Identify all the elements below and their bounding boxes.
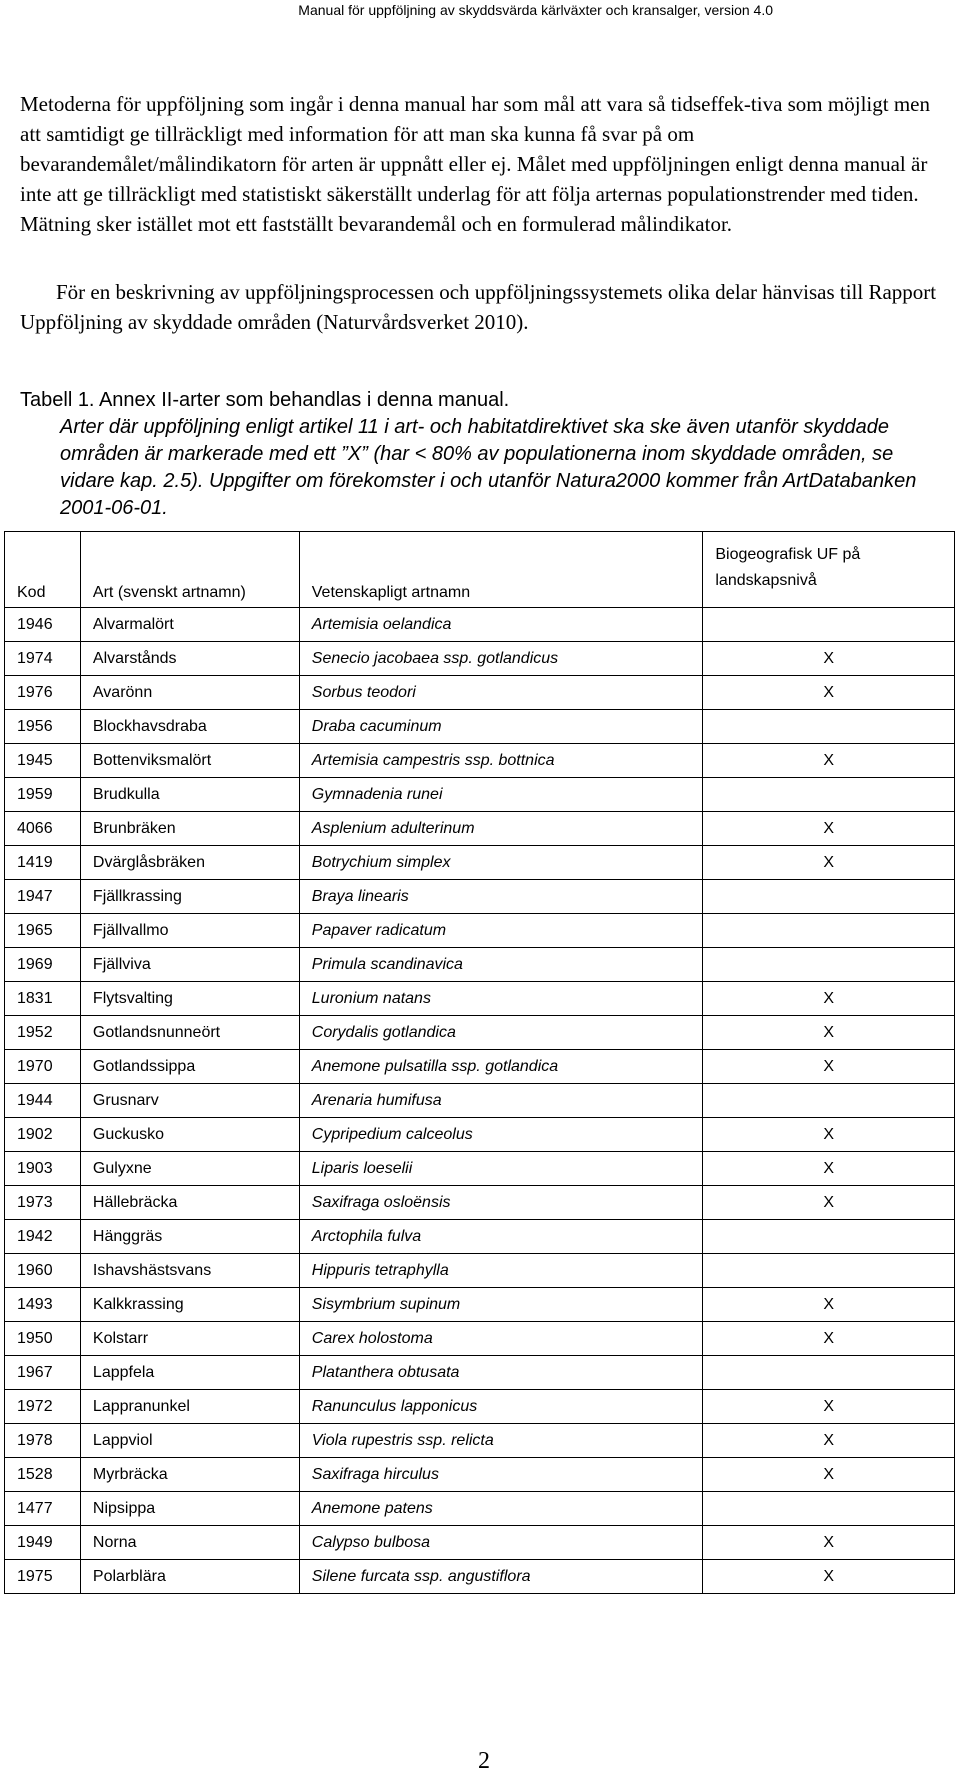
- cell-art: Gotlandssippa: [80, 1050, 299, 1084]
- cell-kod: 1967: [5, 1356, 81, 1390]
- table-caption-description: Arter där uppföljning enligt artikel 11 i art- och habitatdirektivet ska ske även utanför skyddade områden är markerade med ett ”X” (har < 80% av populationerna inom skyddade områden, se vidare kap. 2.5). Uppgifter om förekomster i och utanför Natura2000 kommer från ArtDatabanken 2001-06-01.: [60, 416, 917, 519]
- cell-biogeografisk: [703, 778, 955, 812]
- cell-art: Brudkulla: [80, 778, 299, 812]
- cell-art: Avarönn: [80, 676, 299, 710]
- table-row: [5, 1084, 955, 1118]
- cell-vetenskapligt: Carex holostoma: [299, 1322, 703, 1356]
- table-row: [5, 1424, 955, 1458]
- table-row: [5, 812, 955, 846]
- table-row: [5, 846, 955, 880]
- cell-vetenskapligt: Artemisia campestris ssp. bottnica: [299, 744, 703, 778]
- table-row: [5, 1220, 955, 1254]
- cell-biogeografisk: [703, 880, 955, 914]
- cell-kod: 1477: [5, 1492, 81, 1526]
- cell-art: Gotlandsnunneört: [80, 1016, 299, 1050]
- cell-art: Fjällviva: [80, 948, 299, 982]
- cell-vetenskapligt: Papaver radicatum: [299, 914, 703, 948]
- cell-art: Grusnarv: [80, 1084, 299, 1118]
- table-row: [5, 1254, 955, 1288]
- cell-art: Brunbräken: [80, 812, 299, 846]
- table-row: [5, 1288, 955, 1322]
- cell-vetenskapligt: Viola rupestris ssp. relicta: [299, 1424, 703, 1458]
- cell-kod: 1944: [5, 1084, 81, 1118]
- cell-biogeografisk: [703, 1356, 955, 1390]
- cell-vetenskapligt: Silene furcata ssp. angustiflora: [299, 1560, 703, 1594]
- cell-kod: 1903: [5, 1152, 81, 1186]
- table-row: [5, 676, 955, 710]
- cell-vetenskapligt: Artemisia oelandica: [299, 608, 703, 642]
- table-body: [5, 608, 955, 1594]
- cell-kod: 1419: [5, 846, 81, 880]
- cell-kod: 1947: [5, 880, 81, 914]
- cell-kod: 1960: [5, 1254, 81, 1288]
- cell-art: Fjällvallmo: [80, 914, 299, 948]
- cell-art: Gulyxne: [80, 1152, 299, 1186]
- cell-kod: 1946: [5, 608, 81, 642]
- cell-art: Hänggräs: [80, 1220, 299, 1254]
- cell-vetenskapligt: Gymnadenia runei: [299, 778, 703, 812]
- intro-paragraph: Metoderna för uppföljning som ingår i denna manual har som mål att vara så tidseffek-tiva som möjligt men att samtidigt ge tillräckligt med information för att man ska kunna få svar på om bevarandemålet/målindikatorn för arten är uppnått eller ej. Målet med uppföljningen enligt denna manual är inte att ge tillräckligt med statistiskt säkerställt underlag för att följa arternas populationstrender med tiden. Mätning sker istället mot ett fastställt bevarandemål och en formulerad målindikator.: [20, 92, 930, 236]
- table-header-row: [5, 532, 955, 608]
- cell-biogeografisk: [703, 1492, 955, 1526]
- cell-art: Bottenviksmalört: [80, 744, 299, 778]
- cell-biogeografisk: X: [703, 1016, 955, 1050]
- table-row: [5, 914, 955, 948]
- cell-biogeografisk: X: [703, 1322, 955, 1356]
- cell-kod: 1972: [5, 1390, 81, 1424]
- species-table: [4, 531, 955, 1594]
- cell-vetenskapligt: Arctophila fulva: [299, 1220, 703, 1254]
- cell-biogeografisk: X: [703, 1458, 955, 1492]
- cell-vetenskapligt: Draba cacuminum: [299, 710, 703, 744]
- table-row: [5, 1526, 955, 1560]
- cell-vetenskapligt: Saxifraga osloënsis: [299, 1186, 703, 1220]
- cell-biogeografisk: X: [703, 1186, 955, 1220]
- table-row: [5, 1016, 955, 1050]
- cell-art: Guckusko: [80, 1118, 299, 1152]
- table-row: [5, 1322, 955, 1356]
- cell-art: Alvarmalört: [80, 608, 299, 642]
- cell-biogeografisk: X: [703, 1152, 955, 1186]
- cell-kod: 1493: [5, 1288, 81, 1322]
- cell-art: Lappranunkel: [80, 1390, 299, 1424]
- cell-vetenskapligt: Hippuris tetraphylla: [299, 1254, 703, 1288]
- table-row: [5, 1560, 955, 1594]
- cell-vetenskapligt: Platanthera obtusata: [299, 1356, 703, 1390]
- cell-vetenskapligt: Luronium natans: [299, 982, 703, 1016]
- cell-biogeografisk: X: [703, 1390, 955, 1424]
- cell-vetenskapligt: Arenaria humifusa: [299, 1084, 703, 1118]
- cell-vetenskapligt: Senecio jacobaea ssp. gotlandicus: [299, 642, 703, 676]
- cell-art: Alvarstånds: [80, 642, 299, 676]
- cell-kod: 1949: [5, 1526, 81, 1560]
- cell-art: Myrbräcka: [80, 1458, 299, 1492]
- cell-art: Flytsvalting: [80, 982, 299, 1016]
- cell-art: Kolstarr: [80, 1322, 299, 1356]
- table-row: [5, 1390, 955, 1424]
- cell-kod: 1952: [5, 1016, 81, 1050]
- table-row: [5, 982, 955, 1016]
- cell-vetenskapligt: Primula scandinavica: [299, 948, 703, 982]
- cell-biogeografisk: X: [703, 642, 955, 676]
- cell-biogeografisk: X: [703, 1424, 955, 1458]
- table-row: [5, 948, 955, 982]
- reference-paragraph: För en beskrivning av uppföljningsprocessen och uppföljningssystemets olika delar hänvisas till Rapport Uppföljning av skyddade områden (Naturvårdsverket 2010).: [20, 280, 937, 334]
- cell-kod: 4066: [5, 812, 81, 846]
- cell-biogeografisk: [703, 1220, 955, 1254]
- cell-vetenskapligt: Anemone patens: [299, 1492, 703, 1526]
- cell-biogeografisk: [703, 1254, 955, 1288]
- table-row: [5, 608, 955, 642]
- cell-vetenskapligt: Sisymbrium supinum: [299, 1288, 703, 1322]
- cell-kod: 1959: [5, 778, 81, 812]
- cell-vetenskapligt: Corydalis gotlandica: [299, 1016, 703, 1050]
- cell-biogeografisk: [703, 608, 955, 642]
- cell-kod: 1978: [5, 1424, 81, 1458]
- cell-vetenskapligt: Botrychium simplex: [299, 846, 703, 880]
- table-row: [5, 880, 955, 914]
- cell-kod: 1942: [5, 1220, 81, 1254]
- table-row: [5, 1186, 955, 1220]
- cell-kod: 1969: [5, 948, 81, 982]
- cell-biogeografisk: [703, 710, 955, 744]
- cell-vetenskapligt: Calypso bulbosa: [299, 1526, 703, 1560]
- table-row: [5, 1458, 955, 1492]
- table-row: [5, 710, 955, 744]
- cell-art: Fjällkrassing: [80, 880, 299, 914]
- cell-vetenskapligt: Ranunculus lapponicus: [299, 1390, 703, 1424]
- cell-biogeografisk: X: [703, 1526, 955, 1560]
- cell-biogeografisk: X: [703, 1118, 955, 1152]
- cell-biogeografisk: X: [703, 1288, 955, 1322]
- cell-art: Polarblära: [80, 1560, 299, 1594]
- cell-art: Lappviol: [80, 1424, 299, 1458]
- cell-vetenskapligt: Liparis loeselii: [299, 1152, 703, 1186]
- cell-kod: 1950: [5, 1322, 81, 1356]
- header-kod: Kod: [5, 532, 81, 608]
- table-row: [5, 642, 955, 676]
- cell-biogeografisk: X: [703, 744, 955, 778]
- cell-vetenskapligt: Braya linearis: [299, 880, 703, 914]
- cell-vetenskapligt: Anemone pulsatilla ssp. gotlandica: [299, 1050, 703, 1084]
- cell-art: Lappfela: [80, 1356, 299, 1390]
- header-vetenskapligt: Vetenskapligt artnamn: [299, 532, 703, 608]
- cell-kod: 1831: [5, 982, 81, 1016]
- cell-kod: 1975: [5, 1560, 81, 1594]
- cell-art: Nipsippa: [80, 1492, 299, 1526]
- cell-kod: 1970: [5, 1050, 81, 1084]
- cell-biogeografisk: X: [703, 812, 955, 846]
- cell-vetenskapligt: Asplenium adulterinum: [299, 812, 703, 846]
- cell-art: Blockhavsdraba: [80, 710, 299, 744]
- table-row: [5, 1050, 955, 1084]
- cell-biogeografisk: X: [703, 846, 955, 880]
- table-row: [5, 1152, 955, 1186]
- running-header: Manual för uppföljning av skyddsvärda kärlväxter och kransalger, version 4.0: [298, 2, 773, 18]
- cell-kod: 1974: [5, 642, 81, 676]
- header-art: Art (svenskt artnamn): [80, 532, 299, 608]
- cell-vetenskapligt: Saxifraga hirculus: [299, 1458, 703, 1492]
- table-row: [5, 744, 955, 778]
- cell-kod: 1976: [5, 676, 81, 710]
- cell-biogeografisk: X: [703, 982, 955, 1016]
- cell-vetenskapligt: Cypripedium calceolus: [299, 1118, 703, 1152]
- table-row: [5, 1492, 955, 1526]
- cell-biogeografisk: X: [703, 1560, 955, 1594]
- cell-biogeografisk: X: [703, 676, 955, 710]
- cell-vetenskapligt: Sorbus teodori: [299, 676, 703, 710]
- cell-art: Dvärglåsbräken: [80, 846, 299, 880]
- cell-biogeografisk: X: [703, 1050, 955, 1084]
- table-row: [5, 1118, 955, 1152]
- cell-kod: 1956: [5, 710, 81, 744]
- cell-biogeografisk: [703, 1084, 955, 1118]
- header-biogeografisk: Biogeografisk UF på landskapsnivå: [703, 532, 955, 608]
- cell-kod: 1973: [5, 1186, 81, 1220]
- cell-kod: 1965: [5, 914, 81, 948]
- cell-kod: 1528: [5, 1458, 81, 1492]
- cell-art: Kalkkrassing: [80, 1288, 299, 1322]
- table-caption-title: Tabell 1. Annex II-arter som behandlas i denna manual.: [20, 389, 510, 411]
- cell-kod: 1902: [5, 1118, 81, 1152]
- table-row: [5, 1356, 955, 1390]
- cell-art: Ishavshästsvans: [80, 1254, 299, 1288]
- cell-art: Hällebräcka: [80, 1186, 299, 1220]
- cell-biogeografisk: [703, 948, 955, 982]
- page-number: 2: [478, 1748, 490, 1774]
- cell-art: Norna: [80, 1526, 299, 1560]
- cell-biogeografisk: [703, 914, 955, 948]
- table-row: [5, 778, 955, 812]
- cell-kod: 1945: [5, 744, 81, 778]
